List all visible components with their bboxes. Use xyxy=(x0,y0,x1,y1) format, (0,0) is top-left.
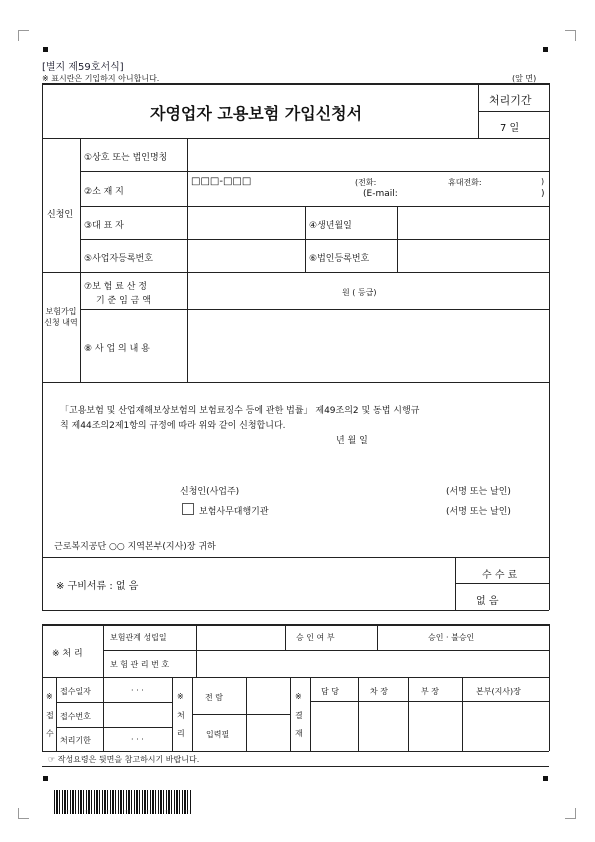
agency-sign-note[interactable]: (서명 또는 날인) xyxy=(446,507,511,517)
approve-col-deputy: 차 장 xyxy=(370,687,388,696)
approve-char-2: 결 xyxy=(295,711,303,720)
office-process-label: ※ 처 리 xyxy=(52,649,83,659)
approve-col-manager: 부 장 xyxy=(421,687,439,696)
agency-signature-label: 보험사무대행기관 xyxy=(199,507,269,517)
handle-char-3: 리 xyxy=(177,729,185,738)
field-company-name-input[interactable] xyxy=(189,140,547,169)
applicant-signature-label: 신청인(사업주) xyxy=(180,487,240,497)
approval-status-value[interactable]: 승인 · 불승인 xyxy=(428,633,475,642)
registration-mark-tr xyxy=(543,47,548,52)
field-company-name-label: ①상호 또는 법인명칭 xyxy=(84,153,168,163)
registration-mark-bl xyxy=(43,776,48,781)
reviewer-label: 전 람 xyxy=(205,693,223,702)
processing-period-label: 처리기간 xyxy=(489,94,532,107)
applicant-sign-note[interactable]: (서명 또는 날인) xyxy=(446,487,511,497)
page-side: (앞 면) xyxy=(512,74,537,83)
form-title: 자영업자 고용보험 가입신청서 xyxy=(150,104,363,123)
applicant-group-label: 신청인 xyxy=(47,210,74,220)
agency-checkbox[interactable] xyxy=(182,503,194,515)
insurance-number-label: 보 험 관 리 번 호 xyxy=(110,660,170,669)
fee-label: 수 수 료 xyxy=(482,570,518,581)
field-wage-label-2: 기 준 임 금 액 xyxy=(96,296,151,306)
mobile-label: 휴대전화: xyxy=(448,178,482,187)
email-label: (E-mail: xyxy=(363,189,398,199)
input-date-label: 입력필 xyxy=(206,730,230,739)
shaded-note: ※ 표시란은 기입하지 아니합니다. xyxy=(42,74,160,83)
field-representative-input[interactable] xyxy=(189,208,304,237)
field-corporate-reg-label: ⑥법인등록번호 xyxy=(309,254,370,264)
fee-value: 없 음 xyxy=(476,596,499,607)
receipt-char-2: 접 xyxy=(46,711,54,720)
handle-char-2: 처 xyxy=(177,711,185,720)
email-close-paren: ) xyxy=(541,189,545,199)
field-business-reg-input[interactable] xyxy=(189,241,304,270)
approve-col-staff: 담 당 xyxy=(321,687,339,696)
crop-mark-top-right xyxy=(565,30,576,41)
field-business-content-label: ⑧ 사 업 의 내 용 xyxy=(84,344,150,354)
approve-char-1: ※ xyxy=(295,692,302,701)
insurance-group-label: 보험가입신청 내역 xyxy=(44,307,78,327)
processing-period-value: 7 일 xyxy=(500,123,520,134)
field-representative-label: ③대 표 자 xyxy=(84,221,124,231)
phone-close-paren: ) xyxy=(541,177,545,186)
approval-status-label: 승 인 여 부 xyxy=(296,633,335,642)
crop-mark-top-left xyxy=(18,30,29,41)
recipient-label: 근로복지공단 ○○ 지역본부(지사)장 귀하 xyxy=(54,542,216,552)
receipt-deadline-dots[interactable]: · · · xyxy=(131,735,144,744)
receipt-char-3: 수 xyxy=(46,729,54,738)
approve-char-3: 재 xyxy=(295,729,303,738)
crop-mark-bottom-right xyxy=(565,808,576,819)
field-birthdate-label: ④생년월일 xyxy=(309,221,352,231)
declaration-date[interactable]: 년 월 일 xyxy=(336,436,368,446)
field-wage-label-1: ⑦보 험 료 산 정 xyxy=(84,282,147,292)
registration-mark-br xyxy=(543,776,548,781)
attachments-label: ※ 구비서류 : 없 음 xyxy=(56,581,139,592)
receipt-char-1: ※ xyxy=(46,692,53,701)
registration-mark-tl xyxy=(43,47,48,52)
field-birthdate-input[interactable] xyxy=(399,208,547,237)
receipt-deadline-label: 처리기한 xyxy=(60,736,91,745)
handle-char-1: ※ xyxy=(177,692,184,701)
declaration-line-2: 칙 제44조의2제1항의 규정에 따라 위와 같이 신청합니다. xyxy=(60,421,286,431)
field-corporate-reg-input[interactable] xyxy=(399,241,547,270)
receipt-date-label: 접수일자 xyxy=(60,687,91,696)
declaration-line-1: 「고용보험 및 산업재해보상보험의 보험료징수 등에 관한 법률」 제49조의2 및 동법 시행규 xyxy=(60,406,420,416)
crop-mark-bottom-left xyxy=(18,808,29,819)
receipt-date-dots[interactable]: · · · xyxy=(131,686,144,695)
form-id: [별지 제59호서식] xyxy=(42,62,124,73)
postal-code-boxes[interactable]: □□□-□□□ xyxy=(191,176,252,187)
field-business-reg-label: ⑤사업자등록번호 xyxy=(84,254,153,264)
insurance-established-date-label: 보험관계 성립일 xyxy=(110,633,167,642)
approve-col-head: 본부(지사)장 xyxy=(476,687,521,696)
field-wage-value[interactable]: 원 ( 등급) xyxy=(342,288,377,297)
barcode xyxy=(54,790,192,814)
receipt-number-label: 접수번호 xyxy=(60,712,91,721)
phone-label: (전화: xyxy=(355,178,377,187)
field-business-content-input[interactable] xyxy=(189,311,547,380)
footnote: ☞ 작성요령은 뒷면을 참고하시기 바랍니다. xyxy=(48,755,200,764)
field-address-label: ②소 재 지 xyxy=(84,187,124,197)
